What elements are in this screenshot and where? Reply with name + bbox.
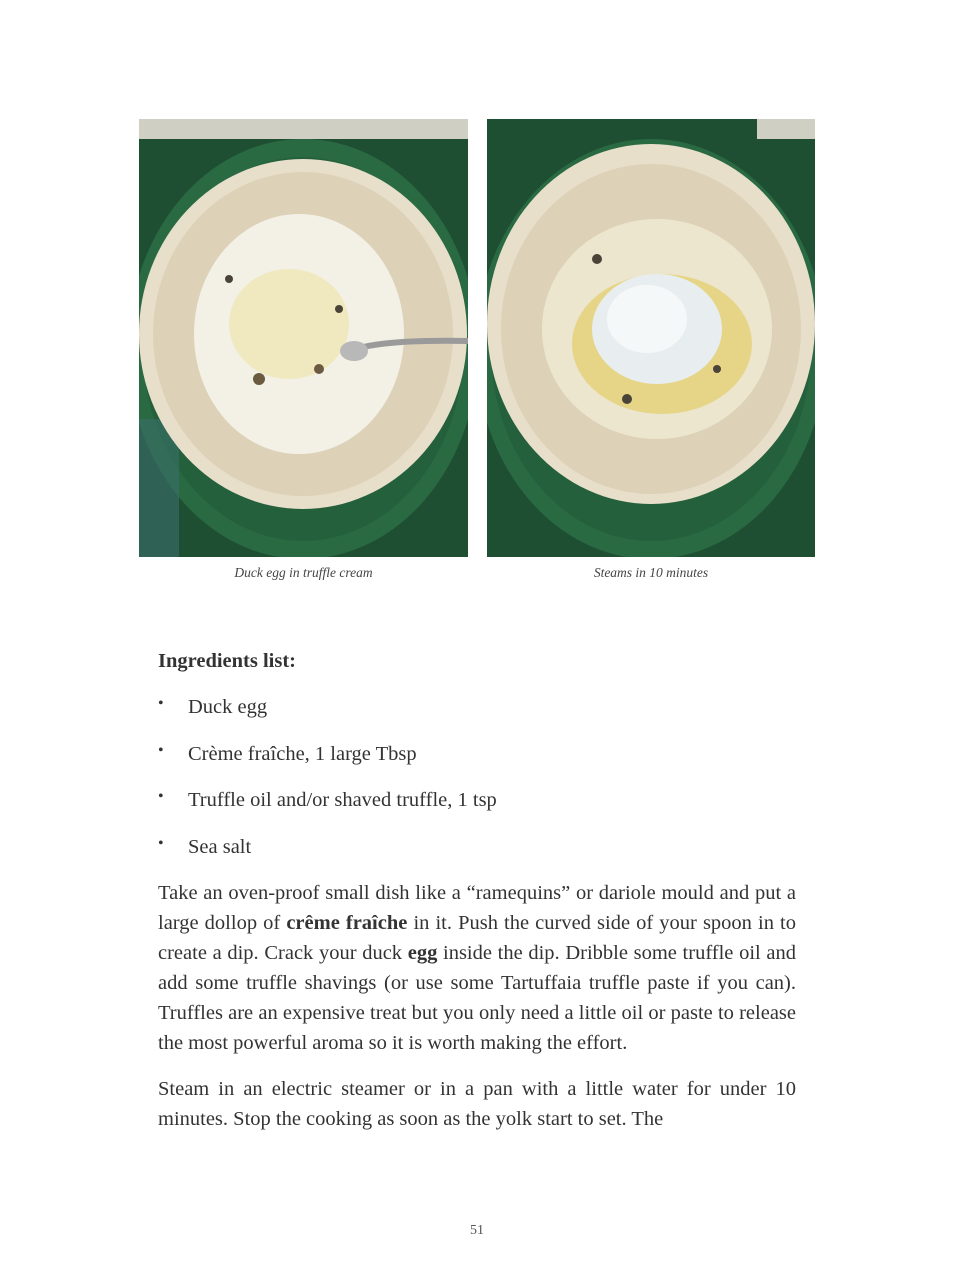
bullet-icon: • <box>158 834 164 852</box>
list-item <box>158 692 796 722</box>
ingredient-label: Duck egg <box>188 696 268 718</box>
text-run: in it. Push the curved side of your spoon in to create a dip. Crack your duck <box>158 912 796 964</box>
ingredient-label: Crème fraîche, 1 large Tbsp <box>188 742 417 765</box>
list-item <box>158 739 796 769</box>
instructions-paragraph-2: Steam in an electric steamer or in a pan with a little water for under 10 minutes. Stop the cooking as soon as the yolk start to set. The <box>158 1078 796 1130</box>
photo-caption-left: Duck egg in truffle cream <box>234 565 373 580</box>
photo-steams-in-10-minutes <box>487 119 815 557</box>
bullet-icon: • <box>158 695 164 712</box>
photo-caption-right: Steams in 10 minutes <box>593 565 709 580</box>
page-number: 51 <box>470 1223 484 1238</box>
recipe-content <box>158 646 796 1150</box>
bold-ingredient: egg <box>407 942 438 964</box>
text-run: inside the dip. Dribble some truffle oil and add some truffle shavings (or use some Tartuffaia truffle paste if you can). Truffles are an expensive treat but you only need a little oil or paste to release the most powerful aroma so it is worth making the effort. <box>158 942 796 1054</box>
bold-ingredient: crême fraîche <box>286 912 408 934</box>
list-item <box>158 785 796 815</box>
list-item <box>158 832 796 862</box>
ingredients-heading: Ingredients list: <box>158 650 297 672</box>
ingredient-label: Truffle oil and/or shaved truffle, 1 tsp <box>188 789 497 811</box>
ingredients-list <box>158 692 796 862</box>
ingredient-label: Sea salt <box>188 835 252 858</box>
instructions-paragraph-1 <box>158 878 796 1058</box>
bullet-icon: • <box>158 788 164 805</box>
photo-duck-egg-in-truffle-cream <box>139 119 468 557</box>
bullet-icon: • <box>158 741 164 759</box>
text-run: Take an oven-proof small dish like a “ramequins” or dariole mould and put a large dollop of <box>158 882 796 934</box>
